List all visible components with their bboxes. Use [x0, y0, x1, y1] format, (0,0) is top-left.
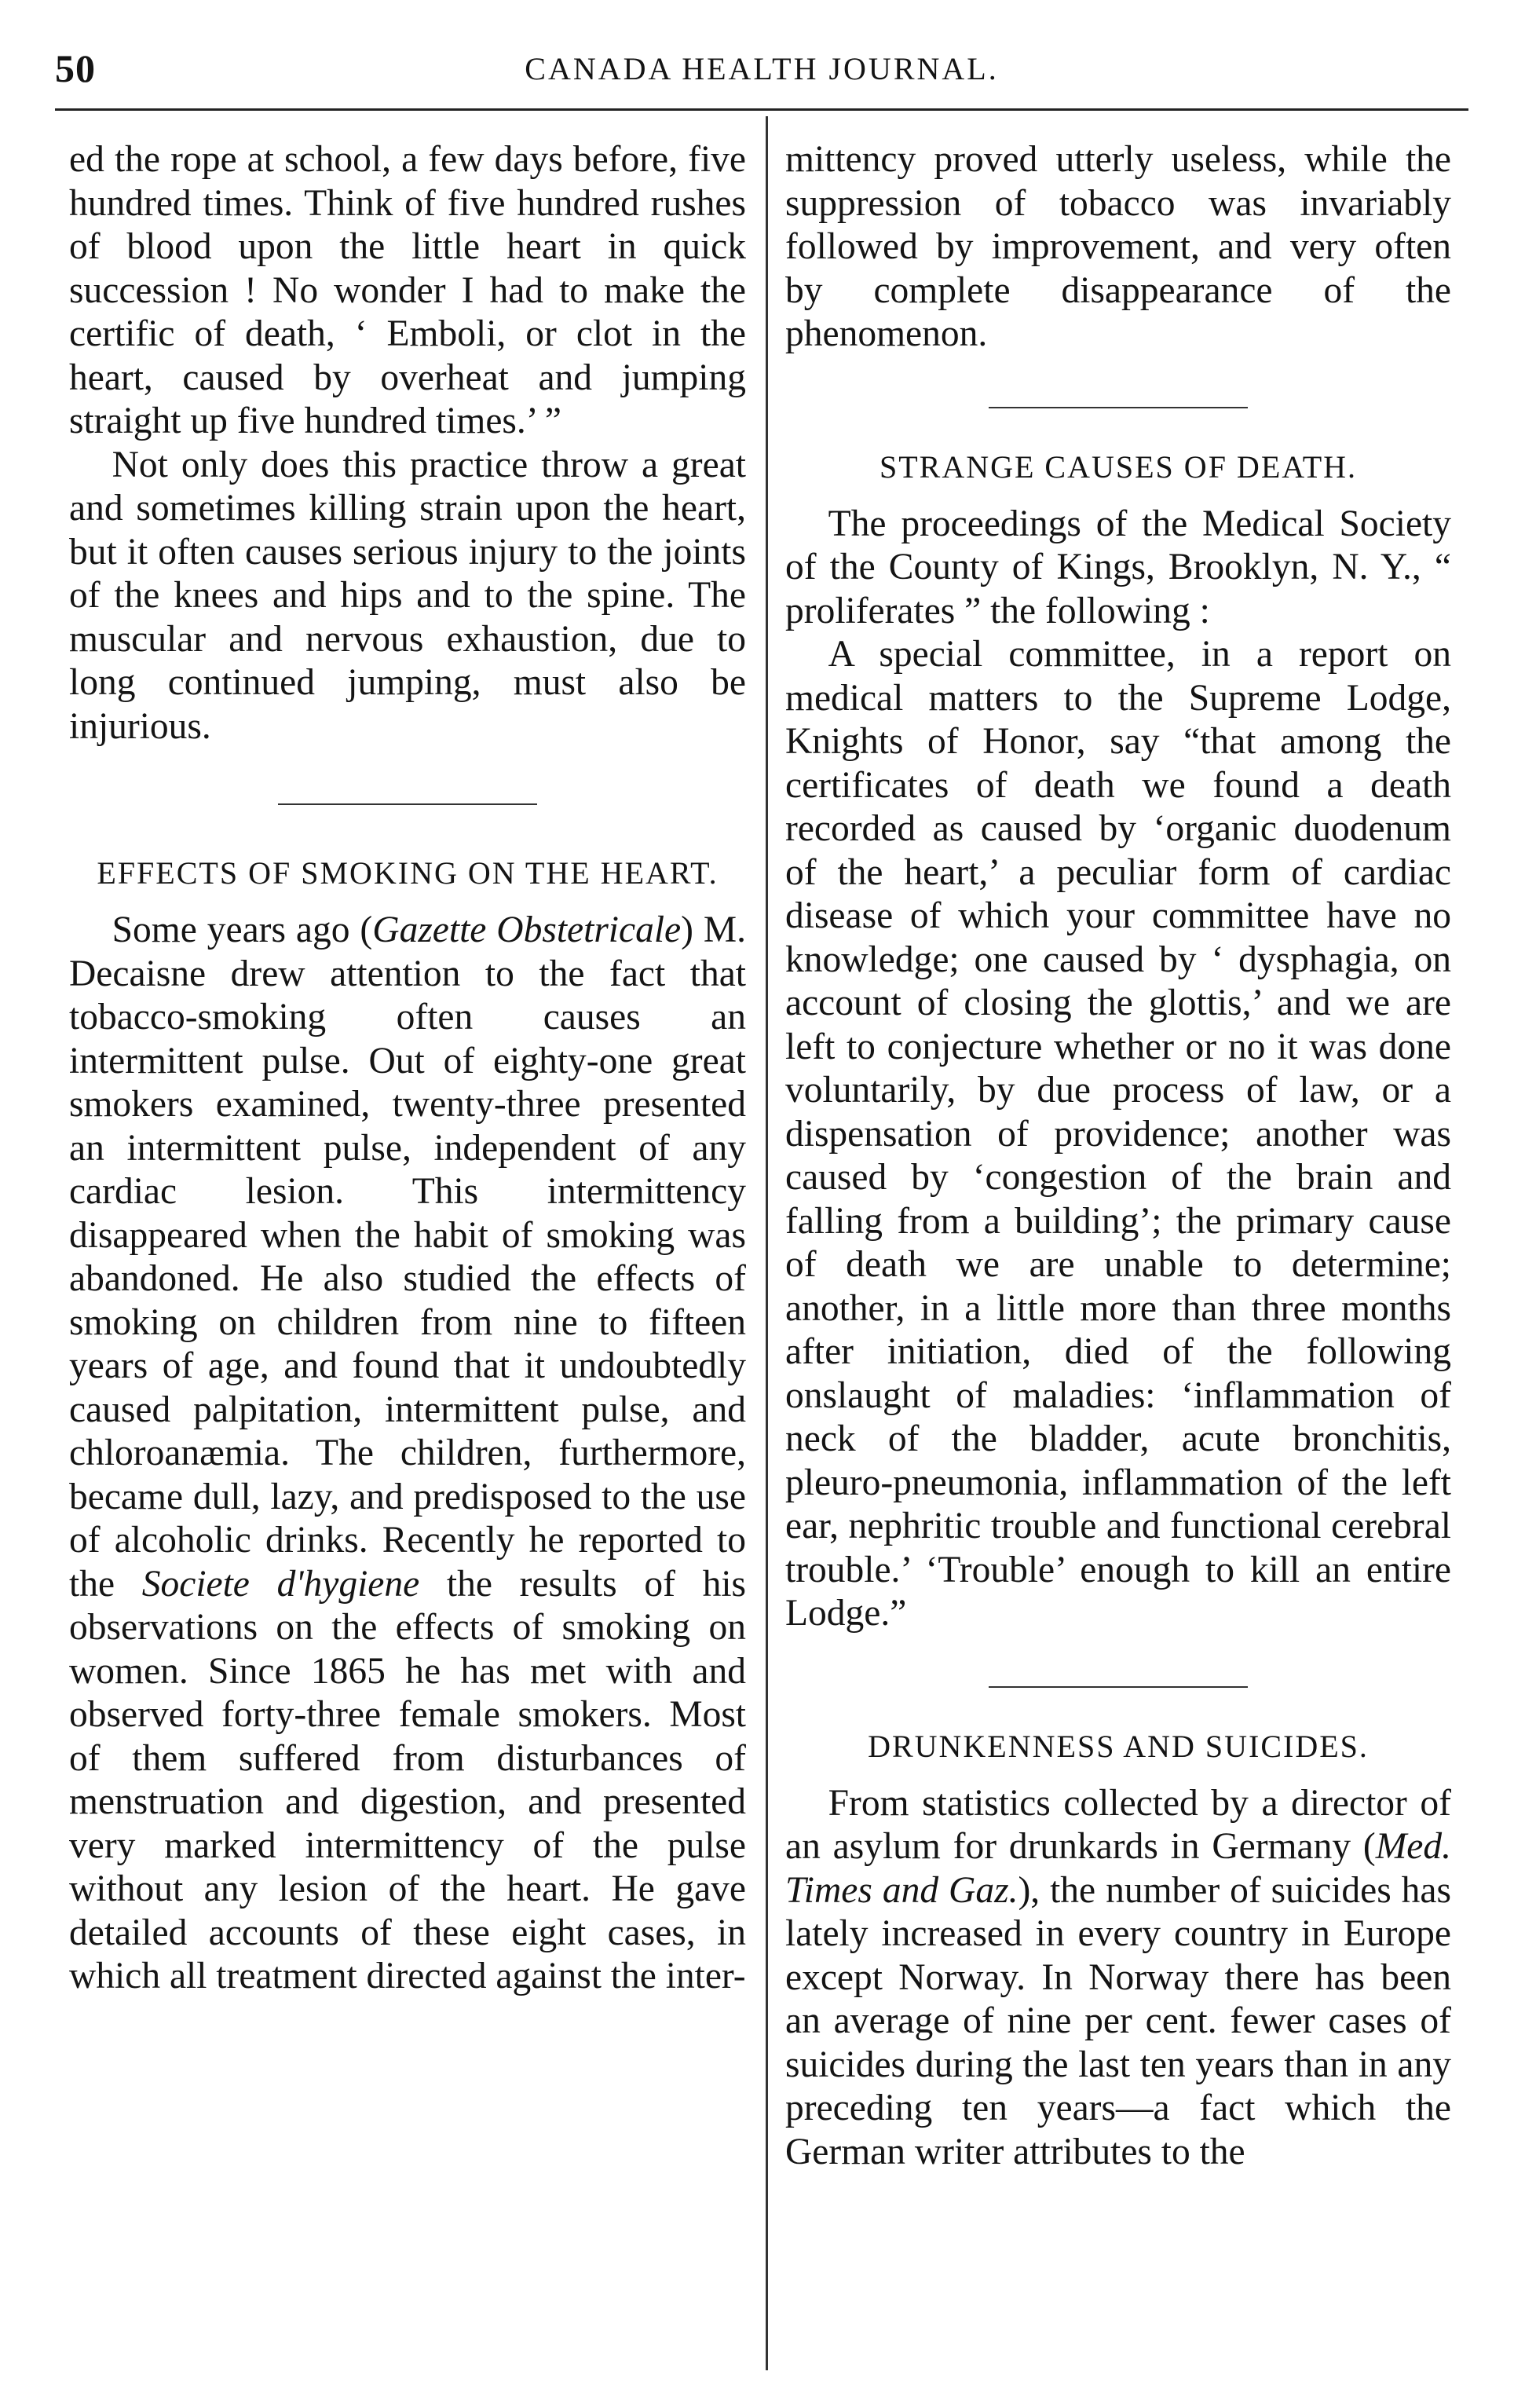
running-title: CANADA HEALTH JOURNAL.: [525, 51, 999, 86]
drunkenness-section-title: DRUNKENNESS AND SUICIDES.: [868, 1728, 1369, 1764]
section-separator: [989, 1686, 1248, 1688]
continued-paragraph: ed the rope at school, a few days before, five hundred times. Think of five hundred rushes of blood upon the little heart in quick succession ! No wonder I had to make the certific of death, ‘ Emboli, or clot in the heart, caused by overheat and jumping straight up five hundred times.’ ”: [69, 139, 746, 441]
section-separator: [278, 803, 537, 805]
strange-causes-intro: The proceedings of the Medical Society of the County of Kings, Brooklyn, N. Y., “ proliferates ” the following :: [785, 503, 1451, 631]
section-separator: [989, 407, 1248, 408]
column-divider: [766, 116, 768, 2370]
drunkenness-paragraph: From statistics collected by a director of an asylum for drunkards in Germany (Med. Times and Gaz.), the number of suicides has lately increased in every country in Europe except Norway. In Norway there has been an average of nine per cent. fewer cases of suicides during the last ten years than in any preceding ten years—a fact which the German writer attributes to the: [785, 1782, 1451, 2172]
jumping-injury-paragraph: Not only does this practice throw a great and sometimes killing strain upon the heart, but it often causes serious injury to the joints of the knees and hips and to the spine. The muscular and nervous exhaustion, due to long continued jumping, must also be injurious.: [69, 444, 746, 747]
smoking-paragraph: Some years ago (Gazette Obstetricale) M. Decaisne drew attention to the fact that tobacco-smoking often causes an intermittent pulse. Out of eighty-one great smokers examined, twenty-three presented an intermittent pulse, independent of any cardiac lesion. This intermittency disappeared when the habit of smoking was abandoned. He also studied the effects of smoking on children from nine to fifteen years of age, and found that it undoubtedly caused palpitation, intermittent pulse, and chloroanæmia. The children, furthermore, became dull, lazy, and predisposed to the use of alcoholic drinks. Recently he reported to the Societe d'hygiene the results of his observations on the effects of smoking on women. Since 1865 he has met with and observed forty-three female smokers. Most of them suffered from disturbances of menstruation and digestion, and presented very marked intermittency of the pulse without any lesion of the heart. He gave detailed accounts of these eight cases, in which all treatment directed against the inter-: [69, 909, 747, 1996]
page-header: [55, 46, 1468, 101]
right-column: [785, 138, 1451, 2174]
committee-report-quote: A special committee, in a report on medical matters to the Supreme Lodge, Knights of Honor, say “that among the certificates of death we found a death recorded as caused by ‘organic duodenum of the heart,’ a peculiar form of cardiac disease of which your committee have no knowledge; one caused by ‘ dysphagia, on account of closing the glottis,’ and we are left to conjecture whether or no it was done voluntarily, by due process of law, or a dispensation of providence; another was caused by ‘congestion of the brain and falling from a building’; the primary cause of death we are unable to determine; another, in a little more than three months after initiation, died of the following onslaught of maladies: ‘inflammation of neck of the bladder, acute bronchitis, pleuro-pneumonia, inflammation of the left ear, nephritic trouble and functional cerebral trouble.’ ‘Trouble’ enough to kill an entire Lodge.”: [785, 634, 1451, 1634]
strange-causes-title: STRANGE CAUSES OF DEATH.: [879, 448, 1358, 485]
header-rule: [55, 108, 1468, 111]
citation-med-times: Med. Times and Gaz.: [785, 1826, 1451, 1911]
smoking-section-title: EFFECTS OF SMOKING ON THE HEART.: [97, 855, 719, 891]
society-name: Societe d'hygiene: [141, 1563, 420, 1605]
page-number: 50: [55, 46, 96, 90]
citation-gazette: Gazette Obstetricale: [372, 909, 682, 950]
smoking-continuation: mittency proved utterly useless, while the suppression of tobacco was invariably followed by improvement, and very often by complete disappearance of the phenomenon.: [785, 139, 1451, 354]
left-column: [69, 138, 746, 1999]
